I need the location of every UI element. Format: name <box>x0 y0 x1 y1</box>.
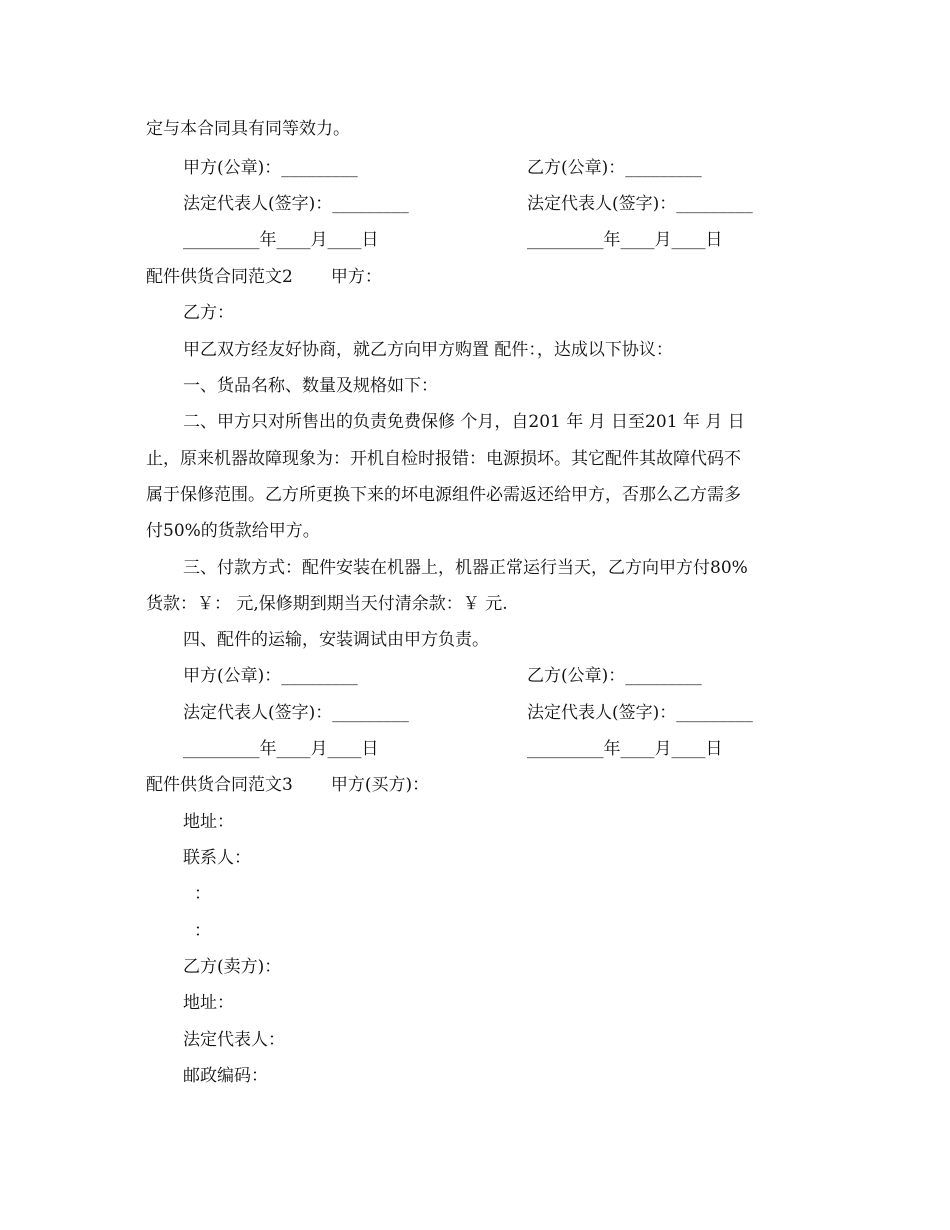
sign2-party-b-seal: 乙方(公章)：_________ <box>527 666 702 686</box>
sign1-party-a-date: _________年____月____日 <box>183 230 379 250</box>
sample3-legal-rep: 法定代表人： <box>183 1030 285 1050</box>
sample3-colon-1: ： <box>194 884 211 904</box>
sample3-heading-line <box>146 773 429 797</box>
sign2-party-b-date: _________年____月____日 <box>527 739 723 759</box>
sample3-party-a: 甲方(买方)： <box>330 775 430 795</box>
sample2-heading: 配件供货合同范文2 <box>146 267 293 287</box>
sign2-party-a-seal: 甲方(公章)：_________ <box>183 666 358 686</box>
sample2-agreement: 甲乙双方经友好协商，就乙方向甲方购置 配件：，达成以下协议： <box>183 340 673 360</box>
sample2-clause2-line2: 止，原来机器故障现象为：开机自检时报错：电源损坏。其它配件其故障代码不 <box>146 449 741 469</box>
sample2-clause2-line1: 二、甲方只对所售出的负责免费保修 个月，自201 年 月 日至201 年 月 日 <box>183 412 745 432</box>
sample2-party-a: 甲方： <box>330 267 382 287</box>
sample3-heading: 配件供货合同范文3 <box>146 775 293 795</box>
sign1-party-b-seal: 乙方(公章)：_________ <box>527 158 702 178</box>
sample2-clause2-line3: 属于保修范围。乙方所更换下来的坏电源组件必需返还给甲方，否那么乙方需多 <box>146 485 741 505</box>
sign2-party-b-rep: 法定代表人(签字)：_________ <box>527 703 753 723</box>
sign2-party-a-rep: 法定代表人(签字)：_________ <box>183 703 409 723</box>
sign1-party-b-rep: 法定代表人(签字)：_________ <box>527 194 753 214</box>
sign1-party-a-rep: 法定代表人(签字)：_________ <box>183 194 409 214</box>
sample2-heading-line <box>146 265 382 289</box>
sign2-party-a-date: _________年____月____日 <box>183 739 379 759</box>
sign1-party-b-date: _________年____月____日 <box>527 230 723 250</box>
sample3-address-b: 地址： <box>183 993 234 1013</box>
sample3-colon-2: ： <box>194 921 211 941</box>
sample2-clause4: 四、配件的运输，安装调试由甲方负责。 <box>183 630 489 650</box>
sample3-contact: 联系人： <box>183 848 251 868</box>
sample2-clause3-line2: 货款：￥： 元,保修期到期当天付清余款：￥ 元. <box>146 594 508 614</box>
sample3-postal-code: 邮政编码： <box>183 1066 268 1086</box>
sample2-party-b: 乙方： <box>183 303 234 323</box>
sample2-clause2-line4: 付50%的货款给甲方。 <box>146 521 320 541</box>
sample3-party-b: 乙方(卖方)： <box>183 957 282 977</box>
sample2-clause3-line1: 三、付款方式：配件安装在机器上，机器正常运行当天，乙方向甲方付80% <box>183 558 748 578</box>
sign1-party-a-seal: 甲方(公章)：_________ <box>183 158 358 178</box>
sample2-clause1: 一、货品名称、数量及规格如下： <box>183 376 438 396</box>
intro-tail: 定与本合同具有同等效力。 <box>146 119 350 139</box>
sample3-address-a: 地址： <box>183 812 234 832</box>
